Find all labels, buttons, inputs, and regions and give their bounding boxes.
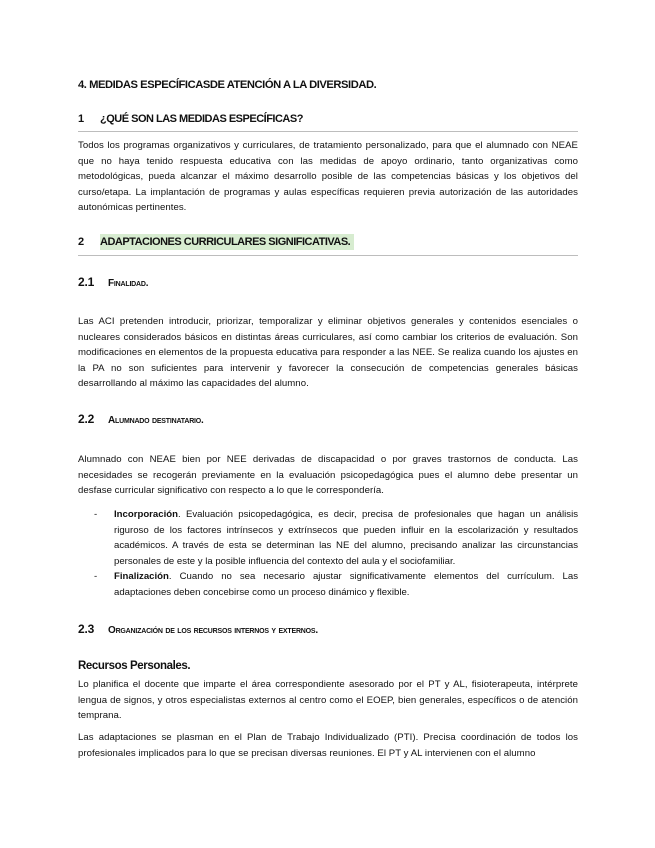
heading-2-2-number: 2.2: [78, 412, 95, 426]
heading-2-rule: [78, 255, 578, 256]
heading-2: [78, 236, 578, 248]
paragraph-finalidad: [78, 314, 578, 392]
list-item-term: Incorporación: [114, 509, 178, 520]
heading-2-1-title: Finalidad.: [108, 278, 149, 289]
heading-1: [78, 113, 578, 125]
list-item-incorporacion: [78, 507, 578, 569]
list-item-text: . Evaluación psicopedagógica, es decir, precisa de profesionales que hagan un análisis riguroso de los factores intrínsecos y extrínsecos que pueden influir en la escolarización y resultados académicos. A través de esta se determinan las NE del alumno, precisando analizar las circunstancias personales de este y la posible influencia del contexto del aula y el sociofamiliar.: [114, 509, 578, 567]
paragraph-text: Las adaptaciones se plasman en el Plan de Trabajo Individualizado (PTI). Precisa coordinación de todos los profesionales implicados para lo que se precisan diversas reuniones. El PT y AL intervienen con el alumno: [78, 732, 578, 759]
list-item-finalizacion: [78, 569, 578, 600]
paragraph-text: Alumnado con NEAE bien por NEE derivadas de discapacidad o por graves trastornos de conducta. Las necesidades se recogerán previamente en la evaluación psicopedagógica pues el alumno debe presentar un desfase curricular significativo con respecto a lo que le correspondería.: [78, 454, 578, 496]
paragraph-text: Lo planifica el docente que imparte el área correspondiente asesorado por el PT y AL, fisioterapeuta, intérprete lengua de signos, y otros especialistas externos al centro como el EOEP, bien generales, específicos o de atención temprana.: [78, 679, 578, 721]
heading-2-3-title: Organización de los recursos internos y externos.: [108, 625, 318, 636]
paragraph-text: Todos los programas organizativos y curriculares, de tratamiento personalizado, para que el alumnado con NEAE que no haya tenido respuesta educativa con las medidas de apoyo ordinario, tanto organizativas como metodológicas, pueda alcanzar el máximo desarrollo posible de las competencias básicas y los objetivos del curso/etapa. La implantación de programas y aulas específicas requieren previa autorización de las autoridades autonómicas pertinentes.: [78, 140, 578, 213]
heading-1-rule: [78, 131, 578, 132]
heading-2-2: [78, 412, 578, 426]
heading-2-3: [78, 622, 578, 636]
dash-marker: -: [94, 509, 98, 520]
heading-2-number: 2: [78, 236, 84, 248]
heading-2-1: [78, 275, 578, 289]
recursos-personales-title: Recursos Personales.: [78, 660, 191, 672]
heading-1-number: 1: [78, 113, 84, 125]
paragraph-medidas: [78, 138, 578, 216]
section-4-title: 4. MEDIDAS ESPECÍFICASDE ATENCIÓN A LA DIVERSIDAD.: [78, 79, 377, 91]
heading-1-title: ¿QUÉ SON LAS MEDIDAS ESPECÍFICAS?: [100, 113, 303, 125]
paragraph-recursos-1: [78, 677, 578, 724]
list-item-text: . Cuando no sea necesario ajustar significativamente elementos del currículum. Las adaptaciones deben concebirse como un proceso dinámico y flexible.: [114, 571, 578, 598]
heading-2-3-number: 2.3: [78, 622, 95, 636]
bullet-list: [78, 507, 578, 600]
paragraph-alumnado: [78, 452, 578, 499]
heading-2-2-title: Alumnado destinatario.: [108, 415, 204, 426]
paragraph-text: Las ACI pretenden introducir, priorizar, temporalizar y eliminar objetivos generales y contenidos esenciales o nucleares considerados básicos en distintas áreas curriculares, así como cambiar los criterios de evaluación. Son modificaciones en elementos de la propuesta educativa para responder a las NEE. Se realiza cuando los ajustes en la PA no son suficientes para intervenir y favorecer la consecución de competencias generales básicas desarrollando al máximo las capacidades del alumno.: [78, 316, 578, 389]
paragraph-recursos-2: [78, 730, 578, 761]
heading-2-title: ADAPTACIONES CURRICULARES SIGNIFICATIVAS.: [100, 234, 354, 250]
dash-marker: -: [94, 571, 98, 582]
list-item-term: Finalización: [114, 571, 169, 582]
heading-2-1-number: 2.1: [78, 275, 95, 289]
